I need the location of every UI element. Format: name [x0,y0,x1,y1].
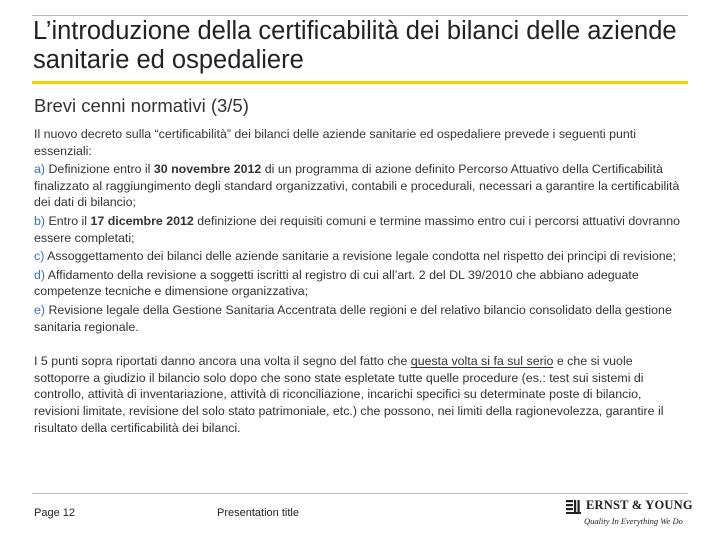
logo-wordmark: ERNST & YOUNG [586,498,693,512]
list-item-d [34,267,684,300]
list-marker: d) [34,267,46,282]
slide-body [34,126,684,436]
list-item-text: Definizione entro il [45,162,154,177]
list-item-text: Entro il [45,213,91,228]
list-item-text: Assoggettamento dei bilanci delle aziende sanitarie a revisione legale condotta nel rispetto dei principi di revisione; [44,249,676,264]
slide-subtitle: Brevi cenni normativi (3/5) [34,95,249,116]
list-item-b [34,213,684,246]
emphasis-phrase: questa volta si fa sul serio [410,354,554,369]
list-item-a [34,161,684,211]
list-item-text: definizione dei requisiti comuni e termine massimo entro cui i percorsi attuativi dovranno essere completati; [34,213,681,245]
intro-paragraph: Il nuovo decreto sulla “certificabilità” dei bilanci delle aziende sanitarie ed ospedaliere prevede i seguenti punti essenziali: [34,127,636,158]
list-item-text: Revisione legale della Gestione Sanitaria Accentrata delle regioni e del relativo bilancio consolidato della gestione sanitaria regionale. [34,302,672,334]
presentation-title: Presentation title [217,507,299,519]
list-marker: a) [34,162,46,177]
closing-text: e che si vuole sottoporre a giudizio il bilancio solo dopo che sono state espletate tutte quelle procedure (es.: test sui sistemi di controllo, attività di inventariazione, attività di riconciliazione, incarichi specifici su determinate poste di bilancio, revisioni limitate, revisione del solo stato patrimoniale, etc.) che possono, nei limiti della ragionevolezza, garantire il risultato della certificabilità dei bilanci. [34,354,664,435]
title-accent-bar [32,81,688,84]
list-marker: e) [34,302,46,317]
closing-text: I 5 punti sopra riportati danno ancora una volta il segno del fatto che [34,354,411,369]
logo-tagline: Quality In Everything We Do [584,516,683,526]
deadline-date: 30 novembre 2012 [153,162,262,177]
top-rule [32,15,688,16]
list-marker: c) [34,249,45,264]
page-number: Page 12 [34,507,75,519]
list-marker: b) [34,213,46,228]
list-item-text: di un programma di azione definito Percorso Attuativo della Certificabilità finalizzato al raggiungimento degli standard organizzativi, contabili e procedurali, necessari a garantire la certificabilità dei dati di bilancio; [34,162,680,210]
footer-rule [32,493,688,494]
company-logo [566,497,693,531]
list-item-e [34,302,684,335]
deadline-date: 17 dicembre 2012 [90,213,194,228]
closing-paragraph [34,353,684,436]
slide-title: L’introduzione della certificabilità dei bilanci delle aziende sanitarie ed ospedaliere [33,17,677,74]
list-item-text: Affidamento della revisione a soggetti iscritti al registro di cui all’art. 2 del DL 39/2010 che abbiano adeguate competenze tecniche e dimensione organizzativa; [34,267,639,299]
list-item-c [34,248,684,265]
spacer [34,335,684,353]
ernst-young-logo-mark-icon [566,499,583,515]
